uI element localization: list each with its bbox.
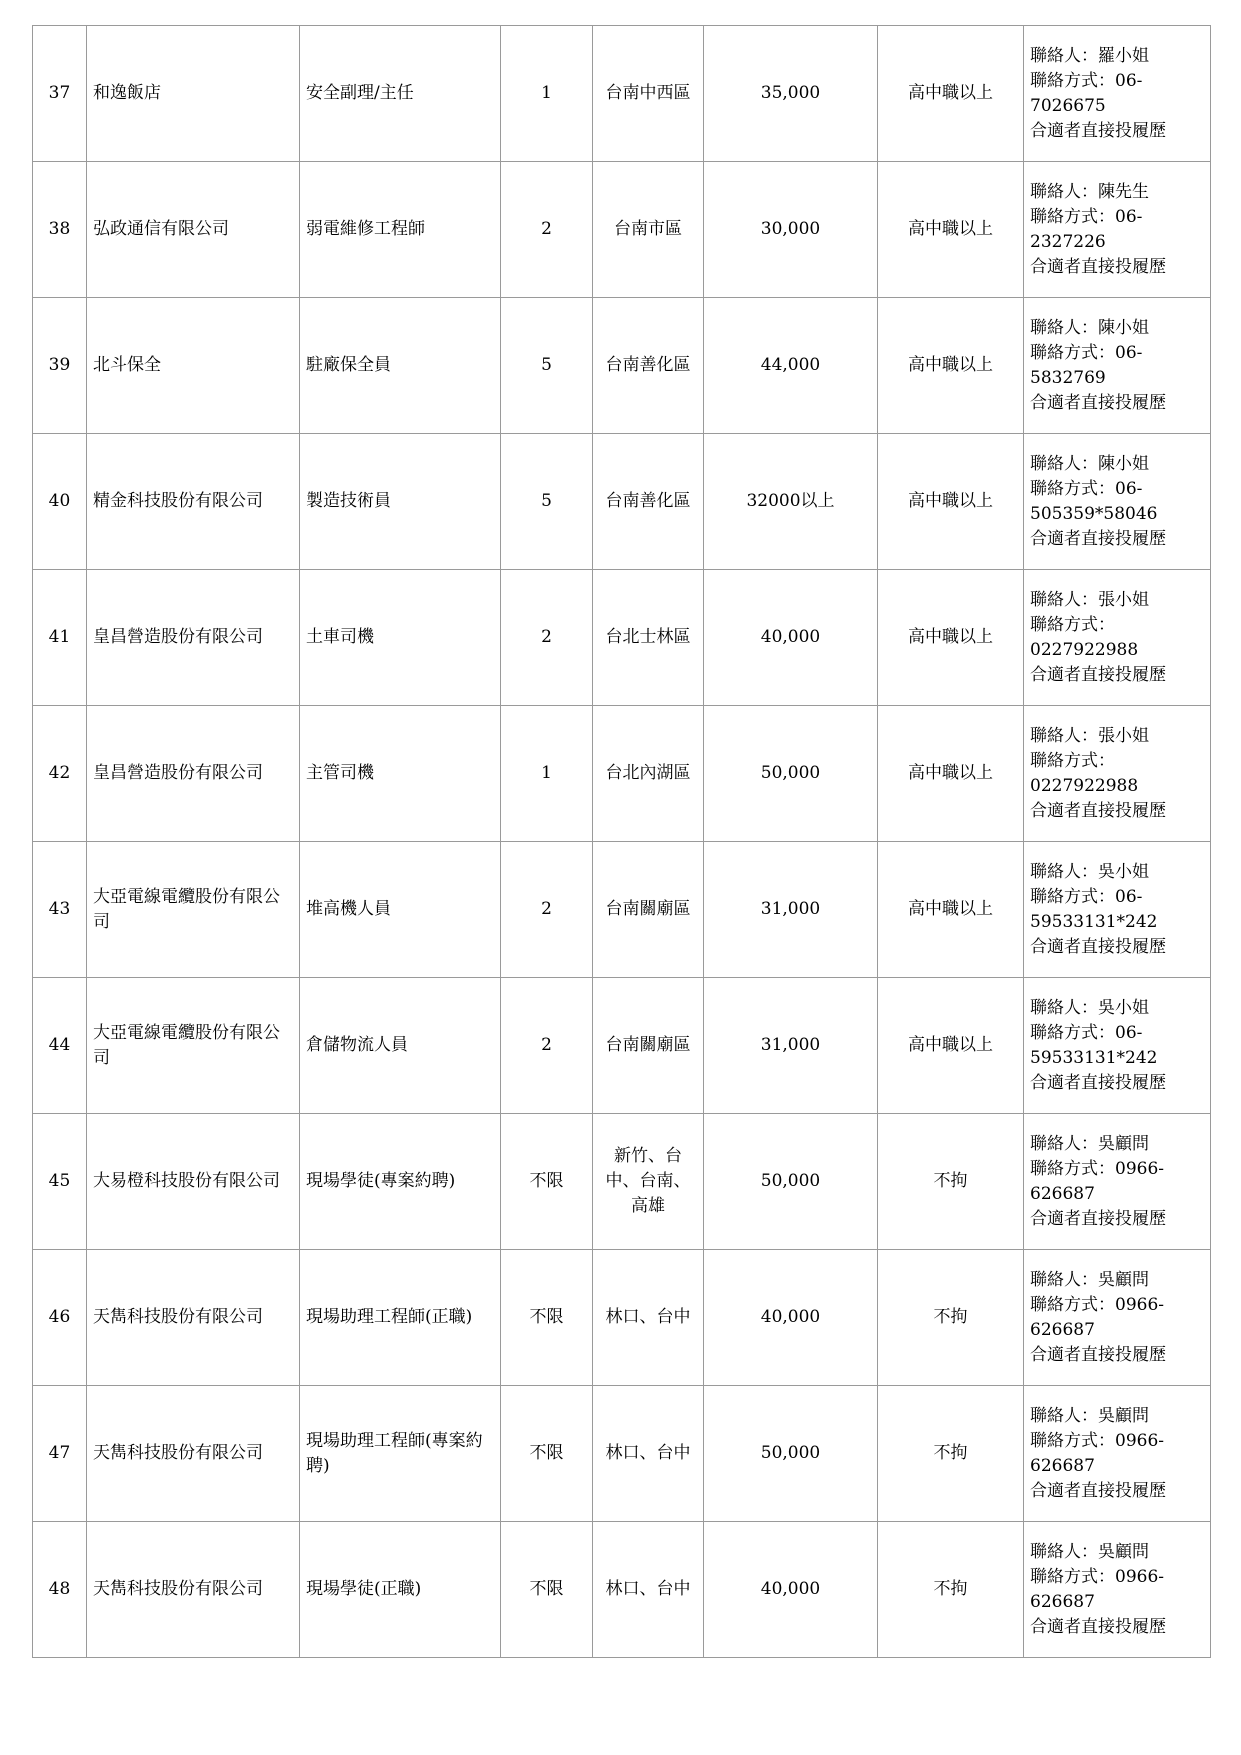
contact-cell	[1024, 298, 1211, 434]
education-cell: 不拘	[878, 1522, 1024, 1658]
contact-line: 合適者直接投履歷	[1030, 664, 1166, 685]
education-cell: 不拘	[878, 1386, 1024, 1522]
job-title-cell: 主管司機	[300, 706, 501, 842]
company-cell: 北斗保全	[87, 298, 300, 434]
salary-cell: 40,000	[704, 570, 878, 706]
location-cell: 林口、台中	[593, 1386, 704, 1522]
table-row	[33, 1522, 1211, 1658]
headcount-cell: 2	[501, 842, 593, 978]
table-row	[33, 1250, 1211, 1386]
contact-line: 合適者直接投履歷	[1030, 1208, 1166, 1229]
contact-line: 626687	[1030, 1183, 1095, 1204]
location-cell: 台南中西區	[593, 26, 704, 162]
contact-cell	[1024, 706, 1211, 842]
contact-line: 聯絡方式：06-	[1030, 206, 1143, 227]
headcount-cell: 不限	[501, 1114, 593, 1250]
headcount-cell: 5	[501, 434, 593, 570]
headcount-cell: 不限	[501, 1522, 593, 1658]
contact-line: 0227922988	[1030, 775, 1139, 796]
salary-cell: 32000以上	[704, 434, 878, 570]
company-cell: 大亞電線電纜股份有限公司	[87, 978, 300, 1114]
contact-line: 聯絡方式：06-	[1030, 1022, 1143, 1043]
salary-cell: 44,000	[704, 298, 878, 434]
contact-line: 合適者直接投履歷	[1030, 256, 1166, 277]
table-row	[33, 978, 1211, 1114]
contact-line: 聯絡方式：06-	[1030, 70, 1143, 91]
contact-line: 聯絡方式：	[1030, 614, 1115, 635]
contact-line: 聯絡人：吳顧問	[1030, 1269, 1149, 1290]
headcount-cell: 2	[501, 570, 593, 706]
salary-cell: 35,000	[704, 26, 878, 162]
contact-line: 聯絡人：陳小姐	[1030, 317, 1149, 338]
row-number: 39	[33, 298, 87, 434]
company-cell: 精金科技股份有限公司	[87, 434, 300, 570]
contact-line: 聯絡人：張小姐	[1030, 589, 1149, 610]
contact-cell	[1024, 978, 1211, 1114]
contact-line: 聯絡人：吳小姐	[1030, 861, 1149, 882]
contact-line: 505359*58046	[1030, 503, 1158, 524]
contact-line: 5832769	[1030, 367, 1106, 388]
contact-line: 合適者直接投履歷	[1030, 936, 1166, 957]
contact-cell	[1024, 434, 1211, 570]
company-cell: 天雋科技股份有限公司	[87, 1250, 300, 1386]
location-cell: 台南善化區	[593, 298, 704, 434]
row-number: 45	[33, 1114, 87, 1250]
headcount-cell: 不限	[501, 1250, 593, 1386]
salary-cell: 50,000	[704, 1386, 878, 1522]
table-body	[33, 26, 1211, 1658]
contact-line: 聯絡人：陳小姐	[1030, 453, 1149, 474]
location-cell: 林口、台中	[593, 1522, 704, 1658]
contact-line: 合適者直接投履歷	[1030, 120, 1166, 141]
table-row	[33, 706, 1211, 842]
contact-line: 聯絡人：吳顧問	[1030, 1541, 1149, 1562]
headcount-cell: 不限	[501, 1386, 593, 1522]
education-cell: 不拘	[878, 1114, 1024, 1250]
row-number: 47	[33, 1386, 87, 1522]
contact-line: 合適者直接投履歷	[1030, 1072, 1166, 1093]
company-cell: 皇昌營造股份有限公司	[87, 706, 300, 842]
headcount-cell: 1	[501, 26, 593, 162]
education-cell: 高中職以上	[878, 978, 1024, 1114]
row-number: 37	[33, 26, 87, 162]
education-cell: 高中職以上	[878, 434, 1024, 570]
job-title-cell: 現場助理工程師(專案約聘)	[300, 1386, 501, 1522]
contact-line: 0227922988	[1030, 639, 1139, 660]
row-number: 43	[33, 842, 87, 978]
headcount-cell: 2	[501, 978, 593, 1114]
education-cell: 高中職以上	[878, 706, 1024, 842]
location-cell: 新竹、台中、台南、高雄	[593, 1114, 704, 1250]
location-cell: 林口、台中	[593, 1250, 704, 1386]
contact-cell	[1024, 1386, 1211, 1522]
contact-line: 聯絡方式：0966-	[1030, 1430, 1165, 1451]
contact-line: 59533131*242	[1030, 911, 1158, 932]
location-cell: 台北士林區	[593, 570, 704, 706]
company-cell: 天雋科技股份有限公司	[87, 1522, 300, 1658]
salary-cell: 31,000	[704, 842, 878, 978]
headcount-cell: 5	[501, 298, 593, 434]
education-cell: 高中職以上	[878, 162, 1024, 298]
contact-line: 聯絡方式：06-	[1030, 886, 1143, 907]
contact-line: 聯絡方式：	[1030, 750, 1115, 771]
contact-line: 聯絡人：張小姐	[1030, 725, 1149, 746]
contact-cell	[1024, 1114, 1211, 1250]
contact-cell	[1024, 1522, 1211, 1658]
row-number: 46	[33, 1250, 87, 1386]
location-cell: 台北內湖區	[593, 706, 704, 842]
contact-cell	[1024, 842, 1211, 978]
company-cell: 和逸飯店	[87, 26, 300, 162]
row-number: 48	[33, 1522, 87, 1658]
row-number: 42	[33, 706, 87, 842]
table-row	[33, 434, 1211, 570]
company-cell: 大易橙科技股份有限公司	[87, 1114, 300, 1250]
location-cell: 台南關廟區	[593, 842, 704, 978]
salary-cell: 40,000	[704, 1250, 878, 1386]
contact-line: 合適者直接投履歷	[1030, 800, 1166, 821]
contact-cell	[1024, 570, 1211, 706]
row-number: 38	[33, 162, 87, 298]
row-number: 44	[33, 978, 87, 1114]
table-row	[33, 1114, 1211, 1250]
contact-cell	[1024, 26, 1211, 162]
contact-line: 聯絡人：吳顧問	[1030, 1133, 1149, 1154]
table-row	[33, 26, 1211, 162]
company-cell: 弘政通信有限公司	[87, 162, 300, 298]
job-listing-table	[32, 25, 1211, 1658]
job-title-cell: 現場學徒(正職)	[300, 1522, 501, 1658]
location-cell: 台南善化區	[593, 434, 704, 570]
contact-line: 聯絡方式：06-	[1030, 342, 1143, 363]
location-cell: 台南市區	[593, 162, 704, 298]
location-cell: 台南關廟區	[593, 978, 704, 1114]
contact-line: 59533131*242	[1030, 1047, 1158, 1068]
contact-cell	[1024, 1250, 1211, 1386]
job-title-cell: 堆高機人員	[300, 842, 501, 978]
headcount-cell: 1	[501, 706, 593, 842]
row-number: 41	[33, 570, 87, 706]
table-row	[33, 1386, 1211, 1522]
education-cell: 高中職以上	[878, 26, 1024, 162]
education-cell: 高中職以上	[878, 842, 1024, 978]
contact-line: 聯絡人：羅小姐	[1030, 45, 1149, 66]
contact-line: 聯絡方式：0966-	[1030, 1294, 1165, 1315]
contact-line: 626687	[1030, 1591, 1095, 1612]
education-cell: 高中職以上	[878, 298, 1024, 434]
contact-cell	[1024, 162, 1211, 298]
salary-cell: 30,000	[704, 162, 878, 298]
contact-line: 聯絡方式：0966-	[1030, 1566, 1165, 1587]
contact-line: 合適者直接投履歷	[1030, 1480, 1166, 1501]
job-title-cell: 弱電維修工程師	[300, 162, 501, 298]
contact-line: 聯絡人：吳小姐	[1030, 997, 1149, 1018]
job-title-cell: 現場助理工程師(正職)	[300, 1250, 501, 1386]
table-row	[33, 162, 1211, 298]
contact-line: 合適者直接投履歷	[1030, 1616, 1166, 1637]
salary-cell: 40,000	[704, 1522, 878, 1658]
contact-line: 合適者直接投履歷	[1030, 1344, 1166, 1365]
education-cell: 高中職以上	[878, 570, 1024, 706]
table-row	[33, 842, 1211, 978]
job-title-cell: 現場學徒(專案約聘)	[300, 1114, 501, 1250]
contact-line: 626687	[1030, 1319, 1095, 1340]
job-title-cell: 倉儲物流人員	[300, 978, 501, 1114]
contact-line: 聯絡方式：06-	[1030, 478, 1143, 499]
salary-cell: 31,000	[704, 978, 878, 1114]
education-cell: 不拘	[878, 1250, 1024, 1386]
contact-line: 聯絡人：吳顧問	[1030, 1405, 1149, 1426]
salary-cell: 50,000	[704, 1114, 878, 1250]
job-title-cell: 安全副理/主任	[300, 26, 501, 162]
contact-line: 聯絡人：陳先生	[1030, 181, 1149, 202]
row-number: 40	[33, 434, 87, 570]
salary-cell: 50,000	[704, 706, 878, 842]
contact-line: 7026675	[1030, 95, 1106, 116]
contact-line: 合適者直接投履歷	[1030, 392, 1166, 413]
job-title-cell: 駐廠保全員	[300, 298, 501, 434]
table-row	[33, 570, 1211, 706]
job-title-cell: 土車司機	[300, 570, 501, 706]
company-cell: 皇昌營造股份有限公司	[87, 570, 300, 706]
contact-line: 2327226	[1030, 231, 1106, 252]
contact-line: 聯絡方式：0966-	[1030, 1158, 1165, 1179]
headcount-cell: 2	[501, 162, 593, 298]
company-cell: 大亞電線電纜股份有限公司	[87, 842, 300, 978]
contact-line: 626687	[1030, 1455, 1095, 1476]
contact-line: 合適者直接投履歷	[1030, 528, 1166, 549]
company-cell: 天雋科技股份有限公司	[87, 1386, 300, 1522]
job-title-cell: 製造技術員	[300, 434, 501, 570]
table-row	[33, 298, 1211, 434]
